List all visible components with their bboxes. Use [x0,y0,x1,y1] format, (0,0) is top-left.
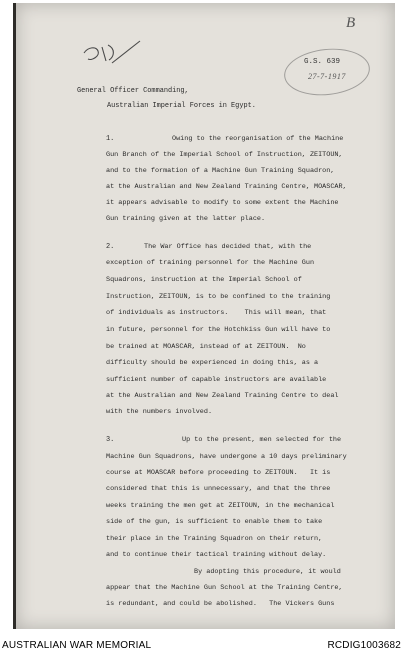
paragraph-3-line: side of the gun, is sufficient to enable them to take [106,518,323,526]
paragraph-2-line: Squadrons, instruction at the Imperial School of [106,276,302,284]
paragraph-3-line: and to continue their tactical training without delay. [106,551,327,559]
paragraph-1-line: Gun training given at the latter place. [106,215,266,223]
paragraph-2-line: with the numbers involved. [106,408,213,416]
paragraph-3-line: course at MOASCAR before proceeding to ZEITOUN. It is [106,469,331,477]
paragraph-1-line: and to the formation of a Machine Gun Training Squadron, [106,167,335,175]
paragraph-3-line: weeks training the men get at ZEITOUN, in the mechanical [106,502,335,510]
paragraph-3-line: By adopting this procedure, it would [194,568,341,576]
paragraph-2-line: difficulty should be experienced in doing this, as a [106,359,319,367]
paragraph-2-line: be trained at MOASCAR, instead of at ZEITOUN. No [106,343,306,351]
paragraph-2-number: 2. [106,243,115,251]
address-line-2: Australian Imperial Forces in Egypt. [107,102,256,110]
paragraph-3-line: is redundant, and could be abolished. The Vickers Guns [106,600,335,608]
page-mark: B [346,15,356,31]
paragraph-3-line: appear that the Machine Gun School at the Training Centre, [106,584,343,592]
paragraph-2-line: sufficient number of capable instructors are available [106,376,327,384]
archive-id: RCDIG1003682 [327,640,401,651]
paragraph-1-line: Gun Branch of the Imperial School of Instruction, ZEITOUN, [106,151,343,159]
address-line-1: General Officer Commanding, [77,87,189,95]
typed-letter-page [13,3,395,629]
paragraph-3-number: 3. [106,436,115,444]
paragraph-2-line: at the Australian and New Zealand Training Centre to deal [106,392,339,400]
paragraph-1-line: at the Australian and New Zealand Training Centre, MOASCAR, [106,183,347,191]
paragraph-3-line: considered that this is unnecessary, and that the three [106,485,331,493]
paragraph-2-line: exception of training personnel for the Machine Gun [106,259,315,267]
paragraph-1-number: 1. [106,135,115,143]
stamp-date: 27-7-1917 [308,72,346,81]
paragraph-2-line: Instruction, ZEITOUN, is to be confined to the training [106,293,331,301]
handwritten-annotation [76,31,146,76]
paragraph-2-line: The War Office has decided that, with the [144,243,312,251]
stamp-reference: G.S. 639 [304,58,341,66]
paragraph-2-line: of individuals as instructors. This will mean, that [106,309,327,317]
paragraph-3-line: Up to the present, men selected for the [182,436,342,444]
paragraph-1-line: it appears advisable to modify to some extent the Machine [106,199,339,207]
paragraph-2-line: in future, personnel for the Hotchkiss Gun will have to [106,326,331,334]
paragraph-1-line: Owing to the reorganisation of the Machine [172,135,344,143]
archive-credit: AUSTRALIAN WAR MEMORIAL [2,640,152,651]
paragraph-3-line: Machine Gun Squadrons, have undergone a 10 days preliminary [106,453,347,461]
paragraph-3-line: their place in the Training Squadron on their return, [106,535,323,543]
